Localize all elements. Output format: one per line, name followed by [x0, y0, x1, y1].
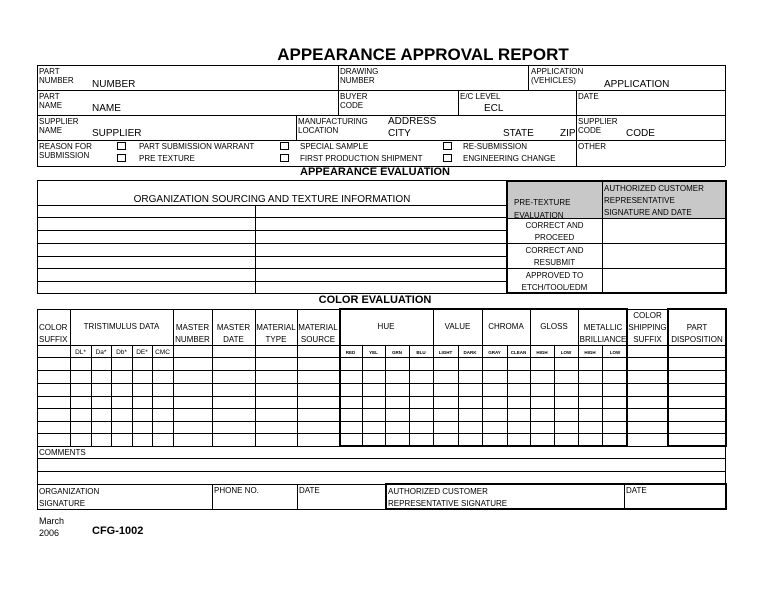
de-subheader: DE*	[136, 349, 148, 356]
special-sample-checkbox[interactable]	[280, 142, 289, 150]
first-production-shipment-label: FIRST PRODUCTION SHIPMENT	[300, 154, 423, 163]
hue-blu-subheader: BLU	[416, 350, 426, 355]
engineering-change-checkbox[interactable]	[443, 154, 452, 162]
gloss-low-subheader: LOW	[560, 350, 572, 355]
special-sample-label: SPECIAL SAMPLE	[300, 142, 369, 151]
address-field[interactable]: ADDRESS	[388, 116, 437, 127]
material-type-header: MATERIAL TYPE	[256, 323, 296, 344]
part-number-field[interactable]: NUMBER	[92, 79, 136, 90]
chroma-header: CHROMA	[488, 322, 524, 331]
value-header: VALUE	[444, 322, 471, 331]
hue-yel-subheader: YEL	[369, 350, 378, 355]
application-field[interactable]: APPLICATION	[604, 79, 670, 90]
appearance-evaluation-heading: APPEARANCE EVALUATION	[300, 166, 450, 178]
authorized-signature-label: AUTHORIZED CUSTOMER REPRESENTATIVE SIGNATURE AND DATE	[604, 184, 704, 217]
master-number-header: MASTER NUMBER	[175, 323, 210, 344]
cmc-subheader: CMC	[155, 349, 170, 356]
metallic-high-subheader: HIGH	[584, 350, 596, 355]
da-subheader: Da*	[95, 349, 107, 356]
re-submission-checkbox[interactable]	[443, 142, 452, 150]
buyer-code-label: BUYER CODE	[340, 92, 368, 110]
tristimulus-header: TRISTIMULUS DATA	[83, 322, 160, 331]
engineering-change-label: ENGINEERING CHANGE	[463, 154, 556, 163]
customer-date-label: DATE	[626, 486, 647, 495]
color-shipping-suffix-header: COLOR SHIPPING SUFFIX	[628, 311, 667, 344]
city-field[interactable]: CITY	[388, 128, 411, 139]
signature-date-label: DATE	[299, 486, 320, 495]
sourcing-header: ORGANIZATION SOURCING AND TEXTURE INFORMATION	[133, 194, 411, 205]
hue-grn-subheader: GRN	[392, 350, 402, 355]
master-date-header: MASTER DATE	[216, 323, 251, 344]
drawing-number-label: DRAWING NUMBER	[340, 67, 379, 85]
gloss-header: GLOSS	[540, 322, 568, 331]
part-number-label: PART NUMBER	[39, 67, 74, 85]
hue-header: HUE	[377, 322, 395, 331]
db-subheader: Db*	[116, 349, 127, 356]
other-label: OTHER	[578, 142, 606, 151]
re-submission-label: RE-SUBMISSION	[463, 142, 528, 151]
part-submission-warrant-label: PART SUBMISSION WARRANT	[139, 142, 255, 151]
phone-number-label: PHONE NO.	[214, 486, 259, 495]
metallic-brilliance-header: METALLIC BRILLIANCE	[579, 323, 627, 344]
comments-label: COMMENTS	[39, 448, 86, 457]
pre-texture-evaluation-label: PRE-TEXTURE EVALUATION	[514, 198, 571, 220]
supplier-name-field[interactable]: SUPPLIER	[92, 128, 142, 139]
first-production-shipment-checkbox[interactable]	[280, 154, 289, 162]
material-source-header: MATERIAL SOURCE	[298, 323, 338, 344]
organization-signature-label: ORGANIZATION SIGNATURE	[39, 487, 100, 508]
metallic-low-subheader: LOW	[609, 350, 621, 355]
application-label: APPLICATION (VEHICLES)	[531, 67, 584, 85]
customer-signature-label: AUTHORIZED CUSTOMER REPRESENTATIVE SIGNATURE	[388, 487, 508, 508]
part-name-field[interactable]: NAME	[92, 103, 121, 114]
approved-to-etch-option[interactable]: APPROVED TO ETCH/TOOL/EDM	[521, 271, 588, 292]
gloss-high-subheader: HIGH	[536, 350, 548, 355]
value-light-subheader: LIGHT	[438, 350, 453, 355]
form-number: CFG-1002	[92, 525, 144, 537]
date-label: DATE	[578, 92, 599, 101]
ec-level-field[interactable]: ECL	[484, 103, 504, 114]
ec-level-label: E/C LEVEL	[460, 92, 501, 101]
color-suffix-header: COLOR SUFFIX	[39, 323, 68, 344]
correct-and-proceed-option[interactable]: CORRECT AND PROCEED	[525, 221, 584, 242]
supplier-code-field[interactable]: CODE	[626, 128, 655, 139]
zip-field[interactable]: ZIP	[560, 128, 576, 139]
report-title: APPEARANCE APPROVAL REPORT	[277, 45, 569, 64]
part-name-label: PART NAME	[39, 92, 63, 110]
reason-for-submission-label: REASON FOR SUBMISSION	[39, 142, 92, 160]
pre-texture-label: PRE TEXTURE	[139, 154, 195, 163]
part-submission-warrant-checkbox[interactable]	[117, 142, 126, 150]
comments-field[interactable]	[38, 459, 724, 483]
part-disposition-header: PART DISPOSITION	[671, 323, 723, 344]
chroma-gray-subheader: GRAY	[488, 350, 501, 355]
supplier-name-label: SUPPLIER NAME	[39, 117, 79, 135]
revision-date: March 2006	[39, 516, 65, 538]
dl-subheader: DL*	[75, 349, 86, 356]
hue-red-subheader: RED	[345, 350, 356, 355]
correct-and-resubmit-option[interactable]: CORRECT AND RESUBMIT	[525, 246, 584, 267]
chroma-clean-subheader: CLEAN	[510, 350, 527, 355]
color-evaluation-heading: COLOR EVALUATION	[318, 294, 432, 306]
value-dark-subheader: DARK	[463, 350, 477, 355]
state-field[interactable]: STATE	[503, 128, 534, 139]
supplier-code-label: SUPPLIER CODE	[578, 117, 618, 135]
manufacturing-location-label: MANUFACTURING LOCATION	[298, 117, 368, 135]
pre-texture-checkbox[interactable]	[117, 154, 126, 162]
